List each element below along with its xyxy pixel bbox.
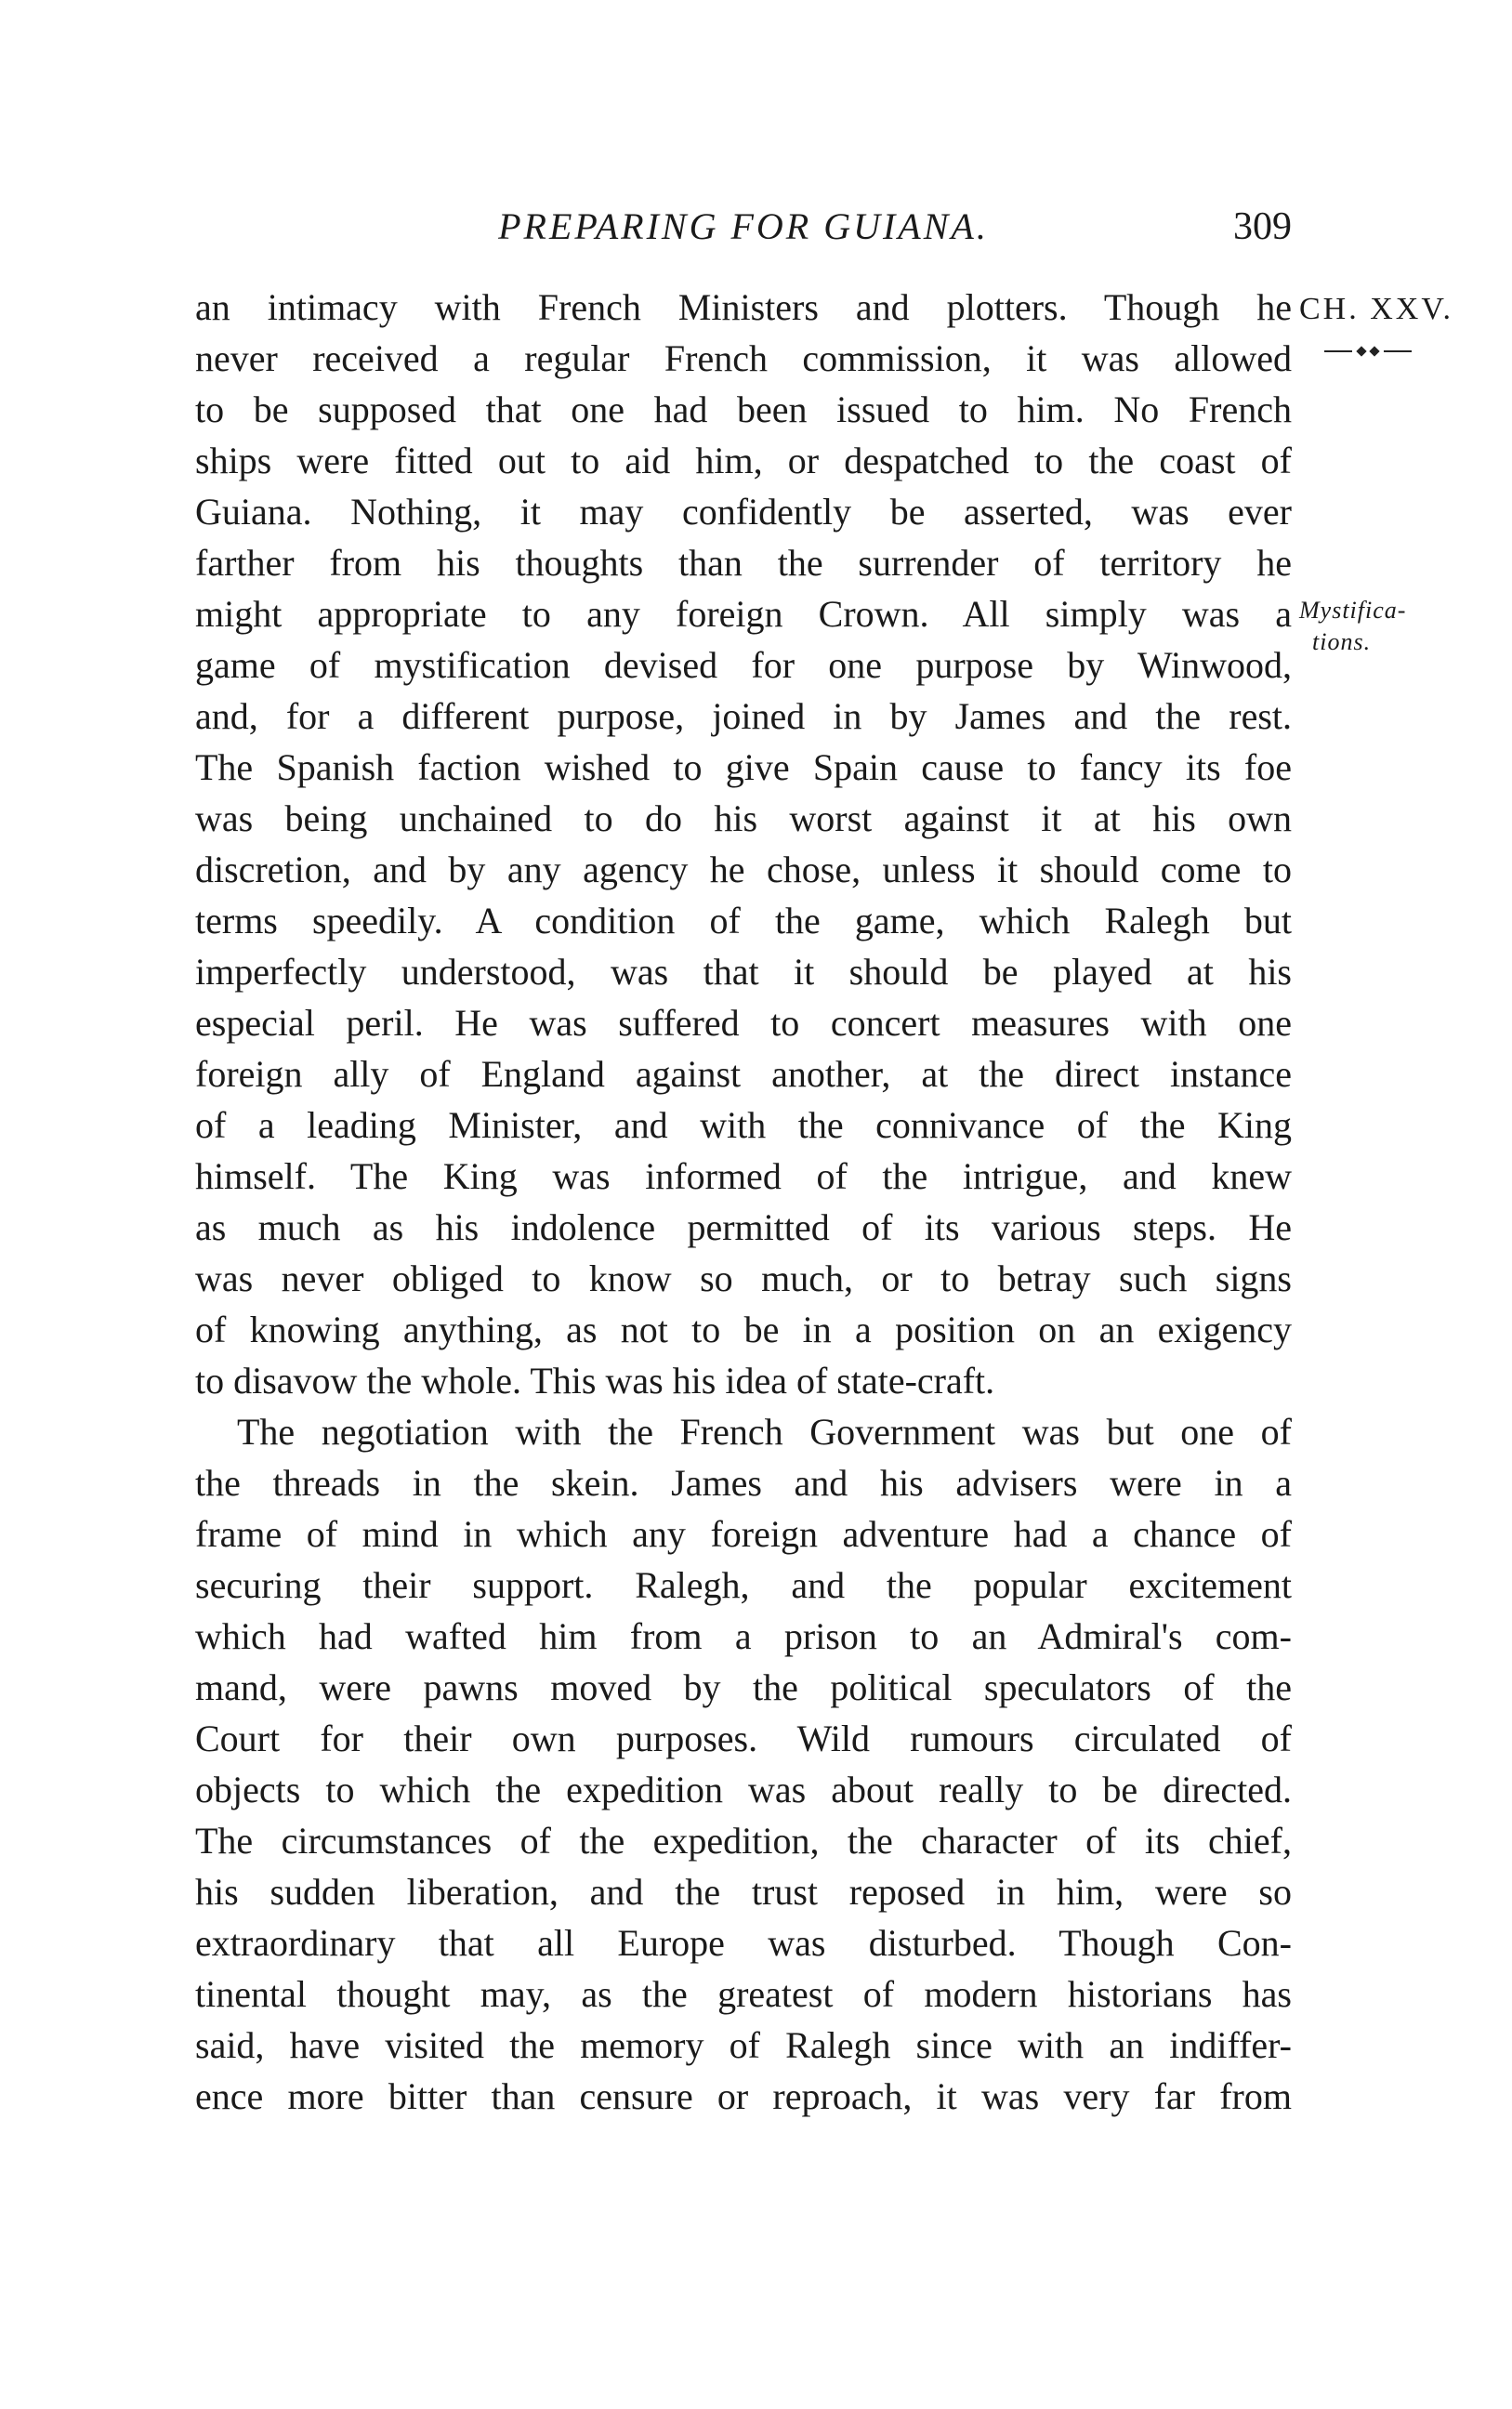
- text-line: as much as his indolence permitted of its various steps. He: [195, 1206, 1292, 1248]
- text-line: himself. The King was informed of the intrigue, and knew: [195, 1155, 1292, 1197]
- text-line: and, for a different purpose, joined in by James and the rest.: [195, 695, 1292, 737]
- text-line: his sudden liberation, and the trust reposed in him, were so: [195, 1871, 1292, 1913]
- text-line: Court for their own purposes. Wild rumours circulated of: [195, 1718, 1292, 1759]
- text-line: imperfectly understood, was that it should be played at his: [195, 951, 1292, 993]
- text-line: especial peril. He was suffered to concert measures with one: [195, 1002, 1292, 1044]
- text-line: Guiana. Nothing, it may confidently be asserted, was ever: [195, 491, 1292, 533]
- text-line: ence more bitter than censure or reproach, it was very far from: [195, 2075, 1292, 2117]
- text-line: objects to which the expedition was about really to be directed.: [195, 1769, 1292, 1810]
- text-line: extraordinary that all Europe was disturbed. Though Con-: [195, 1922, 1292, 1964]
- text-line: tinental thought may, as the greatest of modern historians has: [195, 1973, 1292, 2015]
- text-line: The Spanish faction wished to give Spain cause to fancy its foe: [195, 746, 1292, 788]
- paragraph-1: [195, 282, 1292, 1406]
- text-line: never received a regular French commission, it was allowed: [195, 337, 1292, 379]
- text-line: might appropriate to any foreign Crown. All simply was a: [195, 593, 1292, 635]
- text-line: said, have visited the memory of Ralegh since with an indiffer-: [195, 2024, 1292, 2066]
- margin-sidenote: [1299, 595, 1457, 658]
- running-head: [195, 199, 1292, 255]
- text-line: ships were fitted out to aid him, or despatched to the coast of: [195, 440, 1292, 481]
- running-title: PREPARING FOR GUIANA.: [498, 205, 989, 247]
- text-line: frame of mind in which any foreign adventure had a chance of: [195, 1513, 1292, 1555]
- text-line: The negotiation with the French Government was but one of: [237, 1411, 1292, 1453]
- text-line: farther from his thoughts than the surrender of territory he: [195, 542, 1292, 584]
- text-line: which had wafted him from a prison to an Admiral's com-: [195, 1615, 1292, 1657]
- page-number: 309: [1233, 205, 1292, 248]
- text-line: an intimacy with French Ministers and plotters. Though he: [195, 286, 1292, 328]
- text-line: to be supposed that one had been issued to him. No French: [195, 388, 1292, 430]
- text-line: the threads in the skein. James and his advisers were in a: [195, 1462, 1292, 1504]
- text-line: was being unchained to do his worst against it at his own: [195, 797, 1292, 839]
- chapter-ornament-icon: [1324, 345, 1413, 358]
- text-line: discretion, and by any agency he chose, unless it should come to: [195, 849, 1292, 890]
- text-line: to disavow the whole. This was his idea of state-craft.: [195, 1360, 995, 1402]
- body-text: [195, 282, 1292, 2122]
- text-line: foreign ally of England against another, at the direct instance: [195, 1053, 1292, 1095]
- text-line: game of mystification devised for one purpose by Winwood,: [195, 644, 1292, 686]
- text-line: of a leading Minister, and with the connivance of the King: [195, 1104, 1292, 1146]
- text-line: securing their support. Ralegh, and the popular excitement: [195, 1564, 1292, 1606]
- text-line: of knowing anything, as not to be in a position on an exigency: [195, 1309, 1292, 1350]
- text-line: mand, were pawns moved by the political speculators of the: [195, 1666, 1292, 1708]
- paragraph-2: [195, 1406, 1292, 2122]
- sidenote-line: Mystifica-: [1299, 597, 1407, 624]
- text-line: The circumstances of the expedition, the character of its chief,: [195, 1820, 1292, 1862]
- chapter-label: CH. XXV.: [1299, 292, 1454, 326]
- text-line: was never obliged to know so much, or to betray such signs: [195, 1257, 1292, 1299]
- text-line: terms speedily. A condition of the game, which Ralegh but: [195, 900, 1292, 941]
- sidenote-line: tions.: [1312, 628, 1372, 655]
